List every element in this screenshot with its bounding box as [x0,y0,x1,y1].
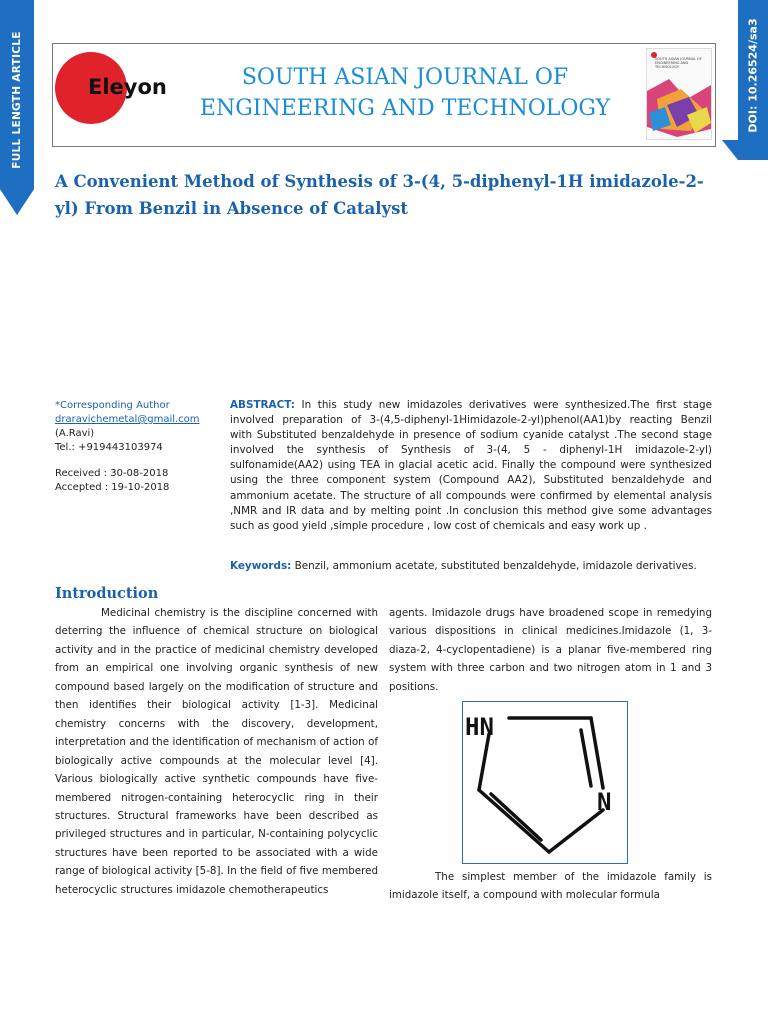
abstract-label: ABSTRACT: [230,399,295,411]
journal-cover-image [646,48,712,140]
journal-cover-title: SOUTH ASIAN JOURNAL OF ENGINEERING AND TECHNOLOGY [655,57,702,69]
imidazole-structure-figure [462,701,628,864]
introduction-right-column-continued: The simplest member of the imidazole family is imidazole itself, a compound with molecular formula [389,871,712,902]
keywords [230,559,712,574]
journal-title-line2: ENGINEERING AND TECHNOLOGY [199,96,611,121]
introduction-left-column: Medicinal chemistry is the discipline concerned with deterring the influence of chemical structure on biological activity and in the practice of medicinal chemistry developed from an empirical one involving organic synthesis of new compound based largely on the modification of structure and then identifies their biological activity [1-3]. Medicinal chemistry concerns with the discovery, development, interpretation and the identification of mechanism of action of biologically active compounds at the molecular level [4]. Various biologically active synthetic compounds have five-membered nitrogen-containing heterocyclic ring in their structures. Structural frameworks have been described as privileged structures and in particular, N-containing polycyclic structures have been reported to be associated with a wide range of biological activity [5-8]. In the field of five membered heterocyclic structures imidazole chemotherapeutics [55,607,378,896]
author-name: (A.Ravi) [55,428,95,439]
article-type-label: FULL LENGTH ARTICLE [11,31,24,169]
abstract-text: In this study new imidazoles derivatives were synthesized.The first stage involved preparation of 3-(4,5-diphenyl-1Himidazole-2-yl)phenol(AA1)by reacting Benzil with Substituted benzaldehyde in presence of sodium cyanide catalyst .The second stage involved the synthesis of Synthesis of 3-(4, 5 - diphenyl-1H imidazole-2-yl) sulfonamide(AA2) using TEA in glacial acetic acid. Finally the compound were synthesized using the three component system (Compound AA2), Substituted benzaldehyde and ammonium acetate. The structure of all compounds were confirmed by elemental analysis ,NMR and IR data and by melting point .In conclusion this method give some advantages such as good yield ,simple procedure , low cost of chemicals and easy work up . [230,399,712,532]
doi-ribbon-tail [722,140,738,160]
article-type-label-wrap [0,0,34,200]
corresponding-author-label: *Corresponding Author [55,400,170,411]
imidazole-structure-diagram [463,702,627,863]
author-tel: Tel.: +919443103974 [55,442,163,453]
journal-title [180,62,630,124]
accepted-date: Accepted : 19-10-2018 [55,482,170,493]
received-date: Received : 30-08-2018 [55,468,169,479]
introduction-heading: Introduction [55,585,159,602]
author-info [55,399,200,495]
doi-label-wrap [738,0,768,150]
journal-title-line1: SOUTH ASIAN JOURNAL OF [241,65,569,90]
article-title: A Convenient Method of Synthesis of 3-(4, 5-diphenyl-1H imidazole-2-yl) From Benzil in Absence of Catalyst [55,172,704,218]
publisher-logo-text: Eleyon [88,75,167,99]
author-email-link[interactable]: draravichemetal@gmail.com [55,414,200,425]
keywords-label: Keywords: [230,560,292,572]
introduction-right-column: agents. Imidazole drugs have broadened scope in remedying various dispositions in clinical medicines.Imidazole (1, 3-diaza-2, 4-cyclopentadiene) is a planar five-membered ring system with three carbon and two nitrogen atom in 1 and 3 positions. [389,607,712,693]
hn-atom-label: HN [465,713,494,741]
keywords-text: Benzil, ammonium acetate, substituted benzaldehyde, imidazole derivatives. [294,560,697,572]
doi-label: DOI: 10.26524/sa3 [746,17,760,133]
n-atom-label: N [597,788,612,816]
abstract [230,398,712,534]
